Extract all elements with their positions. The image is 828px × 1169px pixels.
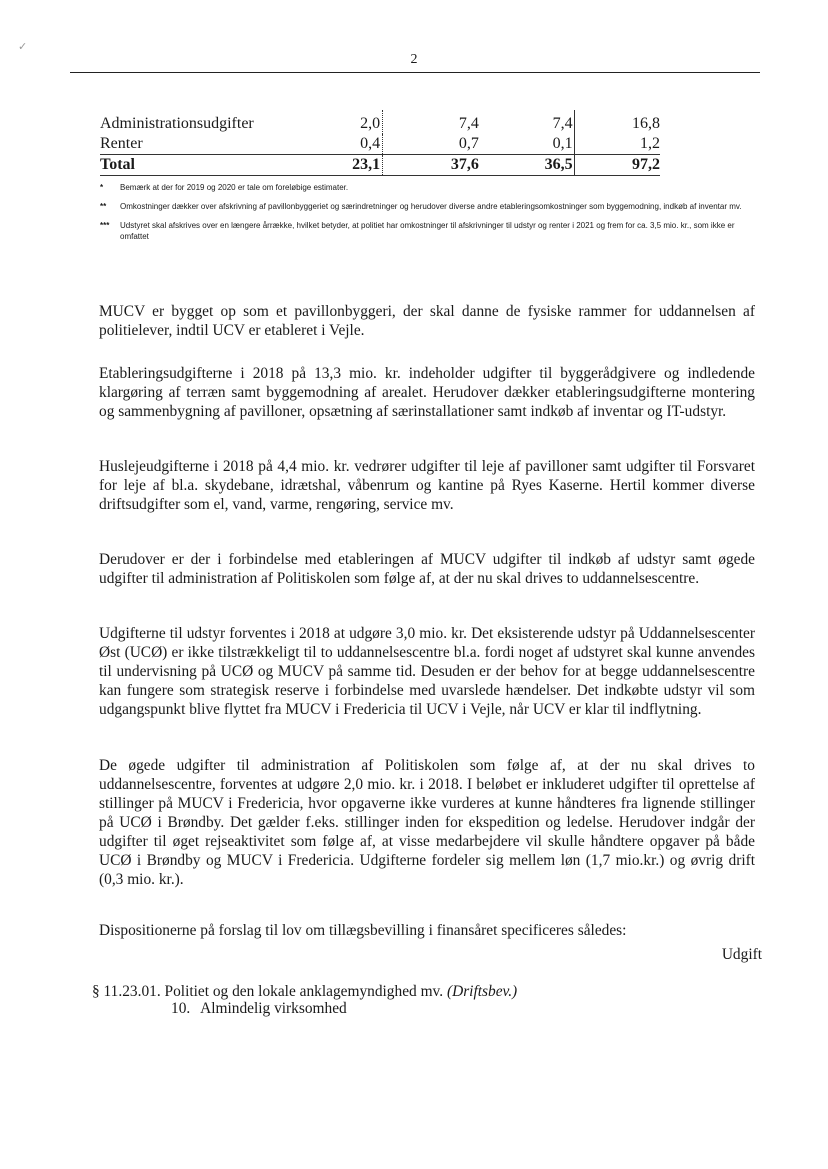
- paragraph: Huslejeudgifterne i 2018 på 4,4 mio. kr. vedrører udgifter til leje af pavilloner samt udgifter til Forsvaret for leje af bl.a. skydebane, idrætshal, våbenrum og kantine på Ryes Kaserne. Hertil kommer diverse driftsudgifter som el, vand, varme, rengøring, service mv.: [99, 458, 755, 513]
- udgift-column-header: Udgift: [721, 946, 762, 963]
- cell-value: 0,1: [479, 134, 574, 155]
- sub-account: [171, 1000, 347, 1018]
- section-code: § 11.23.01.: [92, 983, 161, 1000]
- cell-value: 16,8: [632, 115, 660, 132]
- cell-value: 0,7: [383, 134, 479, 155]
- footnote-text: Bemærk at der for 2019 og 2020 er tale om foreløbige estimater.: [120, 183, 349, 192]
- sub-account-title: Almindelig virksomhed: [200, 1000, 347, 1017]
- paragraph: Etableringsudgifterne i 2018 på 13,3 mio. kr. indeholder udgifter til byggerådgivere og indledende klargøring af terræn samt byggemodning af arealet. Herudover dækker etableringsudgifterne montering og sammenbygning af pavilloner, opsætning af særinstallationer samt indkøb af inventar og IT-udstyr.: [99, 365, 755, 420]
- section-title: Politiet og den lokale anklagemyndighed mv.: [164, 983, 444, 1000]
- budget-table: [100, 110, 660, 176]
- paragraph: Udgifterne til udstyr forventes i 2018 at udgøre 3,0 mio. kr. Det eksisterende udstyr på Uddannelsescenter Øst (UCØ) er ikke tilstrækkeligt til to uddannelsescentre bl.a. fordi noget af udstyret skal kunne anvendes til undervisning på UCØ og MUCV på samme tid. Desuden er der behov for at begge uddannelsescentre kan fungere som strategisk reserve i forbindelse med uvarslede hændelser. Det indkøbte udstyr vil som udgangspunkt blive flyttet fra MUCV i Fredericia til UCV i Vejle, når UCV er klar til indflytning.: [99, 625, 755, 718]
- footnotes: [100, 182, 765, 250]
- row-label: Renter: [100, 134, 277, 155]
- cell-value: 1,2: [574, 134, 660, 155]
- footnote: [100, 201, 765, 212]
- sub-account-number: 10.: [171, 1000, 191, 1017]
- table-row: [100, 134, 660, 155]
- footnote: [100, 220, 765, 242]
- footnote-mark: **: [100, 202, 107, 211]
- paragraph: MUCV er bygget op som et pavillonbyggeri, der skal danne de fysiske rammer for uddannelsen af politielever, indtil UCV er etableret i Vejle.: [99, 303, 755, 339]
- paragraph: Derudover er der i forbindelse med etableringen af MUCV udgifter til indkøb af udstyr samt øgede udgifter til administration af Politiskolen som følge af, at der nu skal drives to uddannelsescentre.: [99, 551, 755, 587]
- total-value: 23,1: [277, 155, 383, 176]
- total-value: 97,2: [574, 155, 660, 176]
- total-row: [100, 155, 660, 176]
- footnote-mark: ***: [100, 221, 110, 230]
- section-reference: [92, 983, 517, 1001]
- body-text: [99, 302, 755, 940]
- scan-speck: ✓: [18, 41, 28, 53]
- row-label: Administrationsudgifter: [100, 115, 254, 132]
- cell-value: 7,4: [458, 115, 479, 132]
- cell-value: 2,0: [277, 110, 383, 134]
- page-number: 2: [410, 52, 418, 67]
- footnote: [100, 182, 765, 193]
- section-suffix: (Driftsbev.): [446, 983, 518, 1000]
- footnote-text: Omkostninger dækker over afskrivning af pavillonbyggeriet og særindretninger og herudover diverse andre etableringsomkostninger som byggemodning, indkøb af inventar mv.: [120, 202, 742, 211]
- cell-value: 0,4: [277, 134, 383, 155]
- cell-value: 7,4: [479, 110, 574, 134]
- total-value: 36,5: [479, 155, 574, 176]
- paragraph: De øgede udgifter til administration af Politiskolen som følge af, at der nu skal drives to uddannelsescentre, forventes at udgøre 2,0 mio. kr. i 2018. I beløbet er inkluderet udgifter til oprettelse af stillinger på MUCV i Fredericia, hvor opgaverne ikke vurderes at kunne håndteres fra lignende stillinger på UCØ i Brøndby. Det gælder f.eks. stillinger inden for ekspedition og ledelse. Herudover indgår der udgifter til øget rejseaktivitet som følge af, at visse medarbejdere vil skulle håndtere opgaver på både UCØ i Brøndby og MUCV i Fredericia. Udgifterne fordeler sig mellem løn (1,7 mio.kr.) og øvrig drift (0,3 mio. kr.).: [99, 757, 755, 888]
- paragraph: Dispositionerne på forslag til lov om tillægsbevilling i finansåret specificeres således:: [99, 922, 627, 939]
- footnote-mark: *: [100, 183, 104, 192]
- total-label: Total: [100, 155, 277, 176]
- table-row: [100, 110, 660, 134]
- total-value: 37,6: [383, 155, 479, 176]
- footnote-text: Udstyret skal afskrives over en længere årrække, hvilket betyder, at politiet har omkostninger til afskrivninger til udstyr og renter i 2021 og frem for ca. 3,5 mio. kr., som ikke er omfattet: [120, 221, 735, 241]
- header-rule: [70, 72, 760, 73]
